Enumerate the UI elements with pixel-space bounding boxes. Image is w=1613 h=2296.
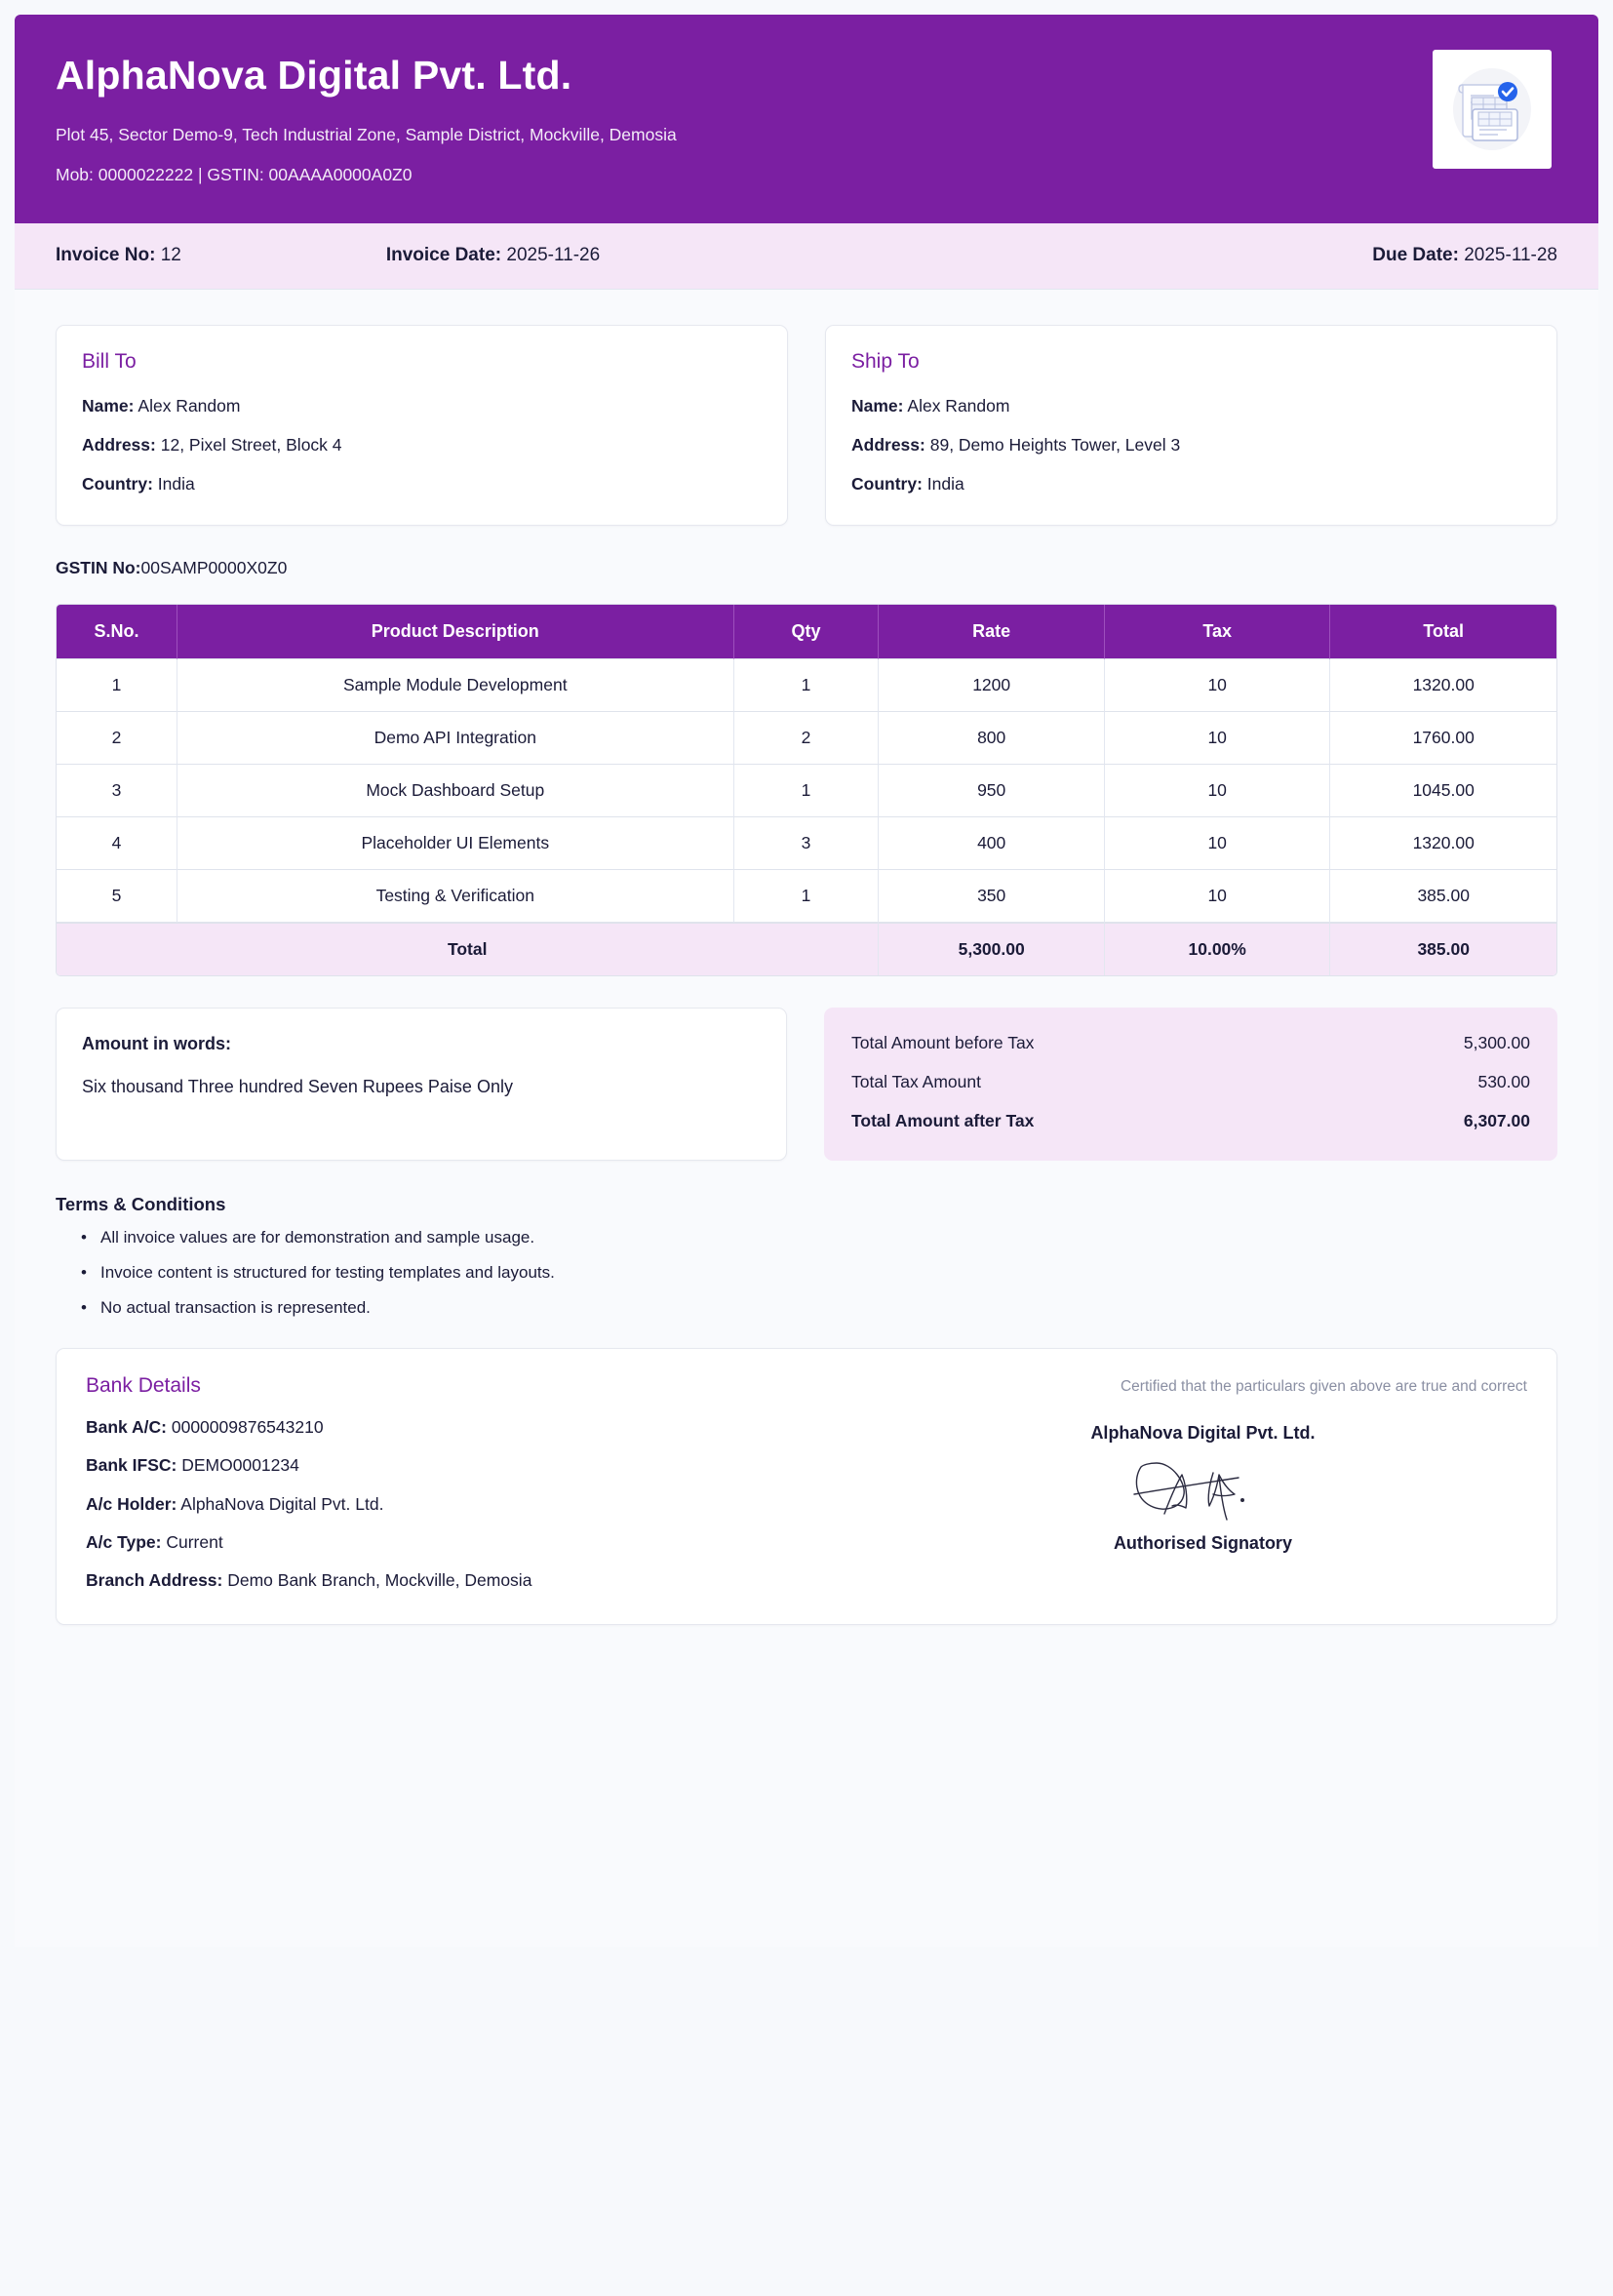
table-row	[57, 712, 1556, 765]
total-before-tax-value: 5,300.00	[1463, 1032, 1530, 1052]
bank-ifsc-line	[86, 1452, 879, 1478]
bank-branch-label: Branch Address:	[86, 1570, 223, 1591]
cell-sno: 1	[57, 659, 177, 712]
total-before-tax-row	[851, 1033, 1530, 1053]
bill-to-name-label: Name:	[82, 395, 135, 416]
invoice-date-block	[181, 245, 1372, 266]
invoice-header	[15, 15, 1598, 223]
cell-tax: 10	[1105, 712, 1331, 765]
totals-card	[824, 1008, 1557, 1161]
cell-sno: 4	[57, 817, 177, 870]
line-items-header	[57, 605, 1556, 659]
cell-qty: 3	[734, 817, 880, 870]
invoice-meta-bar	[15, 223, 1598, 290]
th-tax: Tax	[1105, 605, 1331, 659]
gstin-value: 00SAMP0000X0Z0	[140, 557, 288, 577]
bill-to-name-line	[82, 393, 762, 418]
terms-list	[56, 1224, 1557, 1322]
total-tax-row	[851, 1072, 1530, 1092]
bank-ifsc-value: DEMO0001234	[181, 1455, 299, 1476]
bill-to-country-line	[82, 471, 762, 496]
total-after-tax-label: Total Amount after Tax	[851, 1110, 1035, 1130]
cell-tax: 10	[1105, 817, 1331, 870]
cell-rate: 800	[879, 712, 1105, 765]
table-row	[57, 659, 1556, 712]
signature-block	[879, 1374, 1527, 1554]
signature-company-name: AlphaNova Digital Pvt. Ltd.	[1090, 1423, 1316, 1444]
invoice-date-value: 2025-11-26	[506, 244, 601, 265]
th-rate: Rate	[879, 605, 1105, 659]
invoice-document-verified-icon	[1443, 60, 1541, 158]
list-item: • Invoice content is structured for testing templates and layouts.	[81, 1259, 1557, 1286]
terms-title: Terms & Conditions	[56, 1193, 226, 1214]
line-items-table	[56, 604, 1557, 976]
table-total-row	[57, 923, 1556, 975]
bank-ifsc-label: Bank IFSC:	[86, 1455, 177, 1476]
bank-holder-line	[86, 1491, 879, 1517]
invoice-body	[15, 290, 1598, 1948]
cell-desc: Mock Dashboard Setup	[177, 765, 734, 817]
cell-qty: 1	[734, 659, 880, 712]
table-header-row	[57, 605, 1556, 659]
due-date-block	[1372, 245, 1557, 266]
invoice-number-label: Invoice No:	[56, 244, 156, 265]
amount-in-words-title: Amount in words:	[82, 1033, 231, 1053]
bank-type-label: A/c Type:	[86, 1531, 162, 1552]
ship-to-country-label: Country:	[851, 474, 923, 495]
bank-ac-value: 0000009876543210	[171, 1417, 324, 1438]
total-row-rate: 5,300.00	[879, 923, 1105, 975]
th-sno: S.No.	[57, 605, 177, 659]
total-after-tax-value: 6,307.00	[1463, 1110, 1530, 1130]
ship-to-title: Ship To	[851, 349, 920, 373]
bank-type-line	[86, 1529, 879, 1555]
cell-total: 1760.00	[1330, 712, 1556, 765]
cell-total: 1320.00	[1330, 659, 1556, 712]
cell-desc: Demo API Integration	[177, 712, 734, 765]
due-date-value: 2025-11-28	[1464, 244, 1557, 265]
total-row-total: 385.00	[1330, 923, 1556, 975]
bank-branch-line	[86, 1567, 879, 1593]
bill-to-address-label: Address:	[82, 435, 156, 455]
cell-tax: 10	[1105, 659, 1331, 712]
bank-and-signature-card	[56, 1348, 1557, 1625]
company-address: Plot 45, Sector Demo-9, Tech Industrial Zone, Sample District, Mockville, Demosia	[56, 125, 677, 145]
th-total: Total	[1330, 605, 1556, 659]
certified-text: Certified that the particulars given above are true and correct	[1120, 1378, 1527, 1396]
due-date-label: Due Date:	[1372, 244, 1459, 265]
cell-qty: 1	[734, 870, 880, 923]
cell-desc: Sample Module Development	[177, 659, 734, 712]
bill-to-country-value: India	[157, 474, 195, 495]
ship-to-country-value: India	[926, 474, 964, 495]
bank-holder-label: A/c Holder:	[86, 1493, 177, 1514]
bill-to-card	[56, 325, 788, 526]
cell-tax: 10	[1105, 870, 1331, 923]
cell-total: 385.00	[1330, 870, 1556, 923]
cell-qty: 2	[734, 712, 880, 765]
company-contact: Mob: 0000022222 | GSTIN: 00AAAA0000A0Z0	[56, 165, 413, 185]
cell-sno: 5	[57, 870, 177, 923]
th-qty: Qty	[734, 605, 880, 659]
ship-to-address-label: Address:	[851, 435, 925, 455]
cell-rate: 950	[879, 765, 1105, 817]
cell-qty: 1	[734, 765, 880, 817]
invoice-number-value: 12	[160, 244, 181, 265]
cell-sno: 2	[57, 712, 177, 765]
total-row-tax: 10.00%	[1105, 923, 1331, 975]
amount-summary-section	[56, 1008, 1557, 1161]
bill-to-title: Bill To	[82, 349, 137, 373]
total-tax-value: 530.00	[1477, 1071, 1530, 1091]
cell-desc: Placeholder UI Elements	[177, 817, 734, 870]
total-after-tax-row	[851, 1111, 1530, 1131]
cell-rate: 1200	[879, 659, 1105, 712]
authorised-signatory-label: Authorised Signatory	[1113, 1533, 1292, 1554]
list-item: • All invoice values are for demonstration and sample usage.	[81, 1224, 1557, 1250]
bill-to-country-label: Country:	[82, 474, 153, 495]
handwritten-signature-icon	[879, 1449, 1527, 1531]
total-tax-label: Total Tax Amount	[851, 1071, 981, 1091]
cell-total: 1045.00	[1330, 765, 1556, 817]
amount-in-words-card	[56, 1008, 787, 1161]
ship-to-name-line	[851, 393, 1531, 418]
amount-in-words-text: Six thousand Three hundred Seven Rupees Paise Only	[82, 1076, 513, 1096]
parties-section	[56, 325, 1557, 526]
ship-to-name-label: Name:	[851, 395, 904, 416]
company-info-block	[56, 48, 677, 188]
total-before-tax-label: Total Amount before Tax	[851, 1032, 1035, 1052]
cell-rate: 400	[879, 817, 1105, 870]
total-row-label: Total	[57, 923, 879, 975]
bank-ac-line	[86, 1414, 879, 1440]
ship-to-name-value: Alex Random	[907, 395, 1010, 416]
bank-type-value: Current	[166, 1531, 223, 1552]
bank-holder-value: AlphaNova Digital Pvt. Ltd.	[180, 1493, 384, 1514]
company-logo	[1433, 50, 1552, 169]
gstin-line	[56, 558, 1557, 578]
list-item: • No actual transaction is represented.	[81, 1294, 1557, 1321]
table-row	[57, 765, 1556, 817]
terms-section	[56, 1194, 1557, 1322]
cell-total: 1320.00	[1330, 817, 1556, 870]
bill-to-address-line	[82, 432, 762, 457]
invoice-page	[0, 15, 1613, 2296]
ship-to-address-value: 89, Demo Heights Tower, Level 3	[929, 435, 1181, 455]
table-row	[57, 870, 1556, 923]
bank-ac-label: Bank A/C:	[86, 1417, 167, 1438]
page-bottom-spacer	[56, 1625, 1557, 1947]
ship-to-country-line	[851, 471, 1531, 496]
bill-to-name-value: Alex Random	[138, 395, 241, 416]
cell-rate: 350	[879, 870, 1105, 923]
company-name: AlphaNova Digital Pvt. Ltd.	[56, 53, 572, 98]
invoice-date-label: Invoice Date:	[385, 244, 502, 265]
ship-to-card	[825, 325, 1557, 526]
bank-branch-value: Demo Bank Branch, Mockville, Demosia	[227, 1570, 532, 1591]
th-desc: Product Description	[177, 605, 734, 659]
bill-to-address-value: 12, Pixel Street, Block 4	[160, 435, 342, 455]
bank-details-block	[86, 1374, 879, 1593]
cell-tax: 10	[1105, 765, 1331, 817]
bank-details-title: Bank Details	[86, 1374, 201, 1398]
table-row	[57, 817, 1556, 870]
cell-sno: 3	[57, 765, 177, 817]
cell-desc: Testing & Verification	[177, 870, 734, 923]
line-items-body	[57, 659, 1556, 975]
invoice-number-block	[56, 245, 181, 266]
gstin-label: GSTIN No:	[56, 557, 141, 577]
ship-to-address-line	[851, 432, 1531, 457]
